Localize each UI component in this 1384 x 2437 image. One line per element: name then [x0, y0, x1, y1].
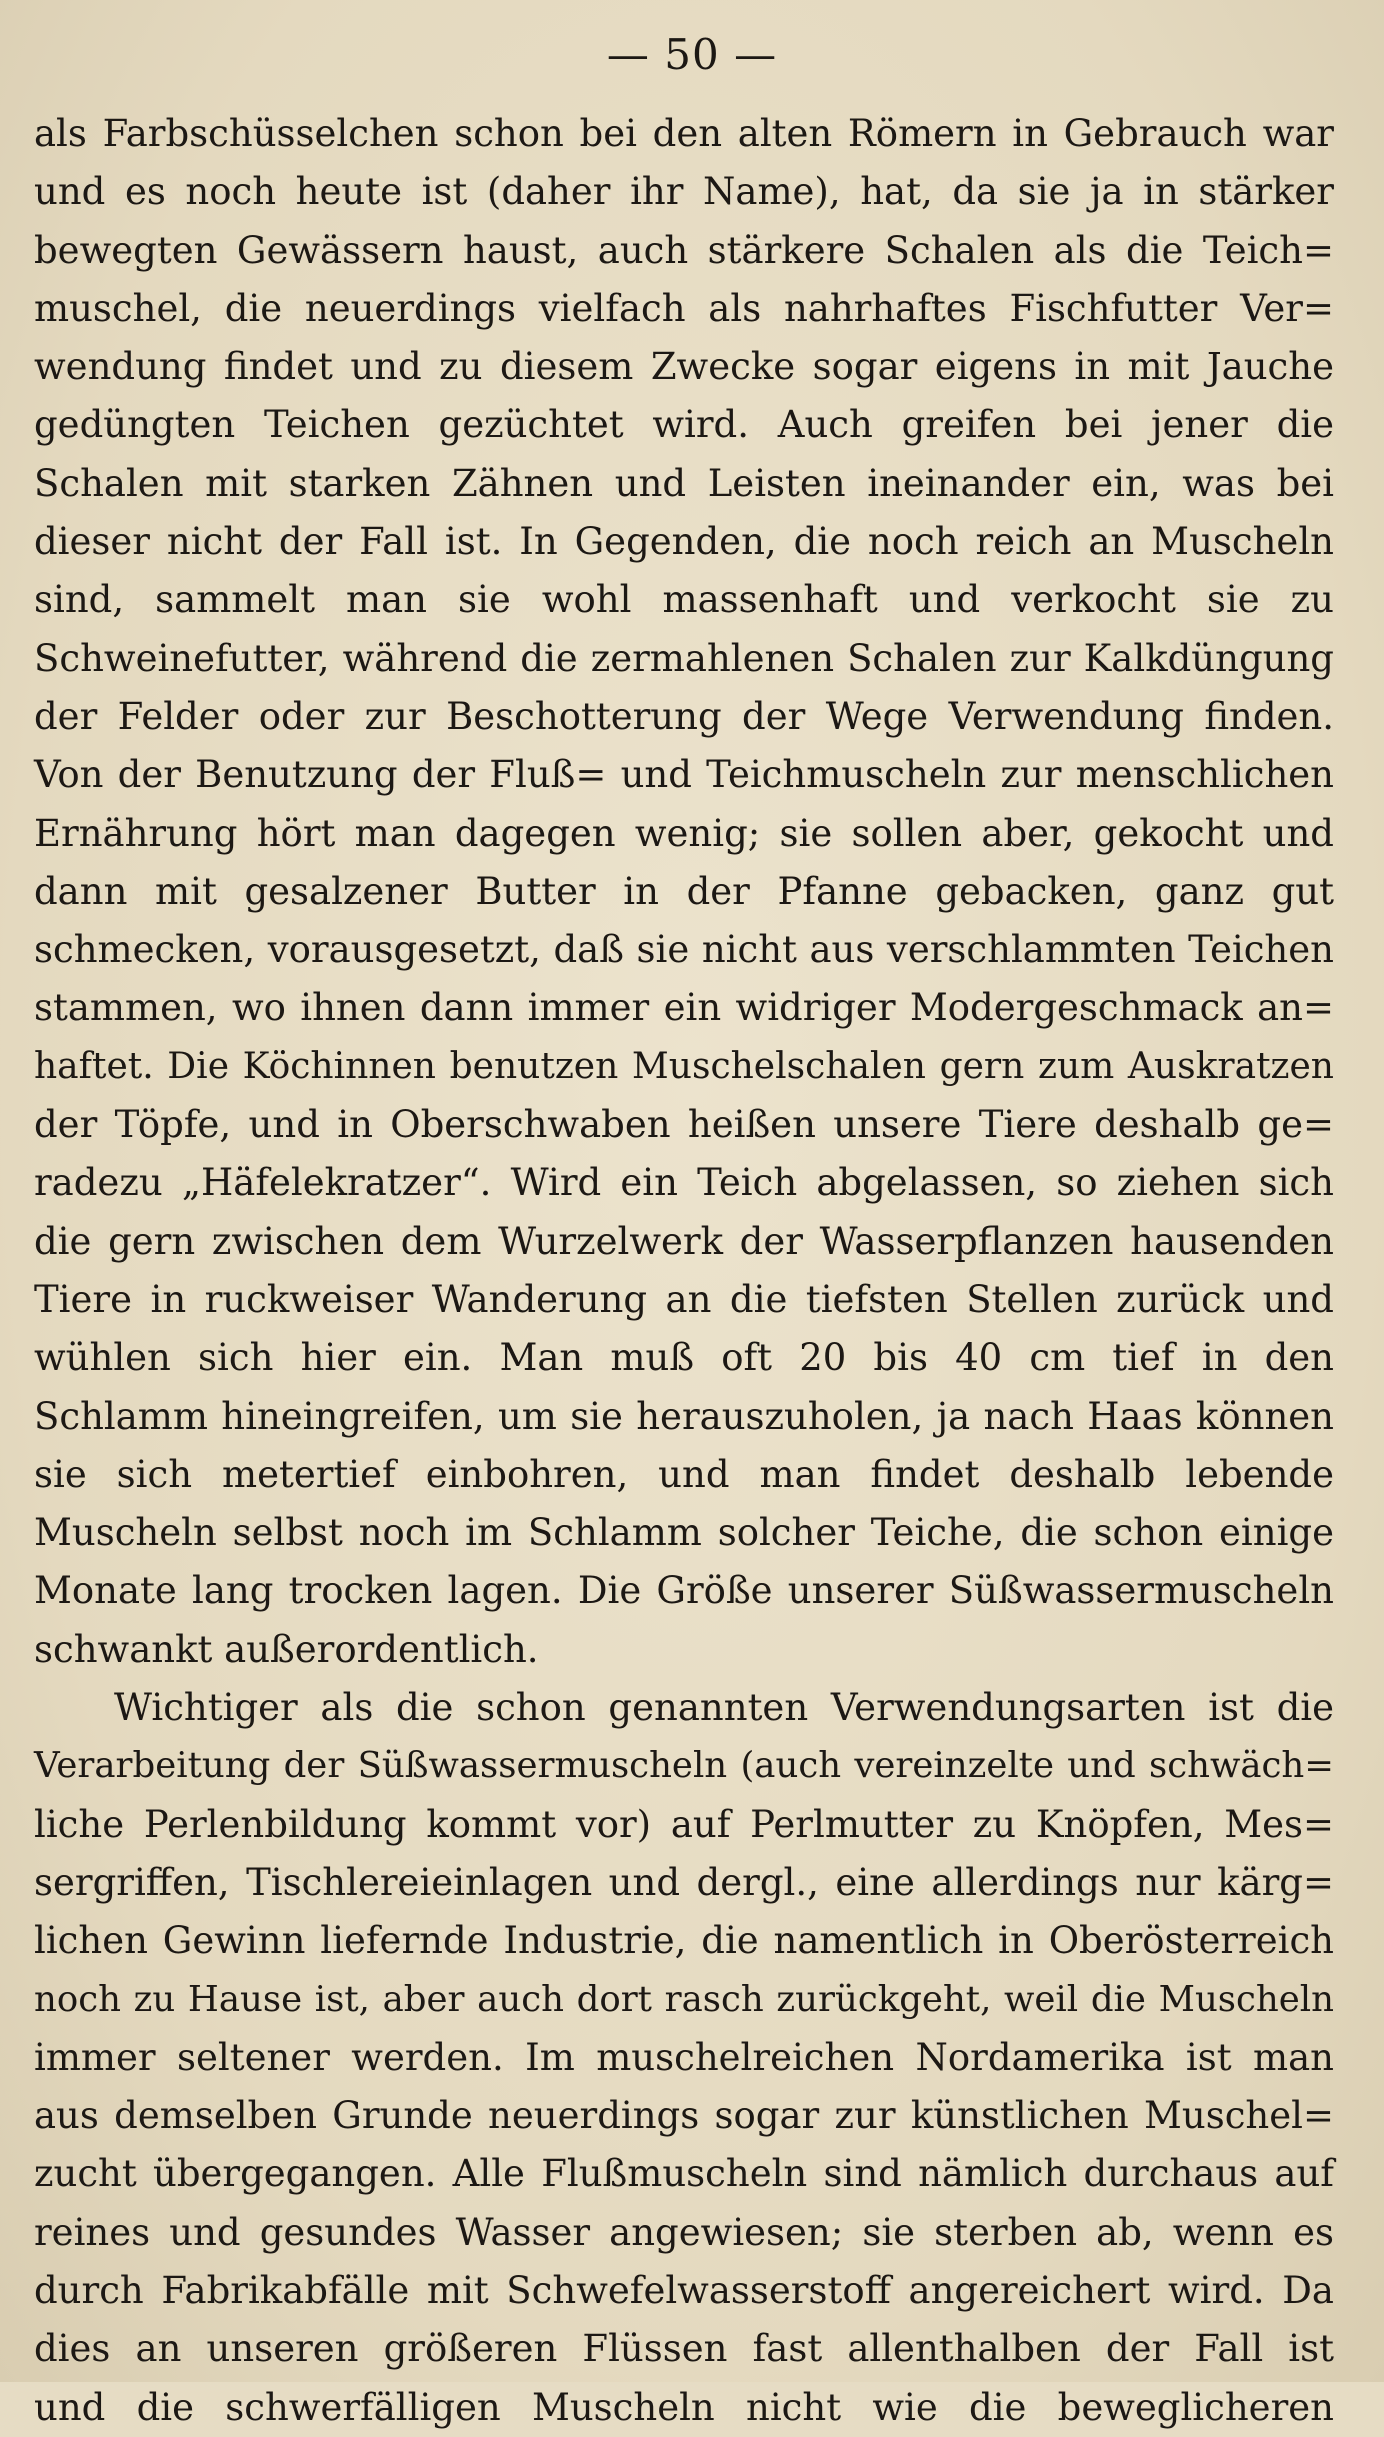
text-line: liche Perlenbildung kommt vor) auf Perlmutter zu Knöpfen, Mes=	[34, 1802, 1334, 1846]
text-line: reines und gesundes Wasser angewiesen; sie sterben ab, wenn es	[34, 2210, 1334, 2254]
text-line: wühlen sich hier ein. Man muß oft 20 bis 40 cm tief in den	[34, 1336, 1334, 1380]
body-text	[34, 105, 1334, 2437]
text-line: haftet. Die Köchinnen benutzen Muschelschalen gern zum Auskratzen	[34, 1045, 1334, 1087]
text-line: und es noch heute ist (daher ihr Name), hat, da sie ja in stärker	[34, 170, 1334, 214]
text-line: die gern zwischen dem Wurzelwerk der Wasserpflanzen hausenden	[34, 1219, 1334, 1263]
text-line: lichen Gewinn liefernde Industrie, die namentlich in Oberösterreich	[34, 1919, 1334, 1963]
text-line: noch zu Hause ist, aber auch dort rasch zurückgeht, weil die Muscheln	[34, 1978, 1334, 2020]
text-line: Schalen mit starken Zähnen und Leisten ineinander ein, was bei	[34, 461, 1334, 505]
text-line: bewegten Gewässern haust, auch stärkere Schalen als die Teich=	[34, 228, 1334, 272]
text-line: dieser nicht der Fall ist. In Gegenden, die noch reich an Muscheln	[34, 520, 1334, 564]
text-line: Tiere in ruckweiser Wanderung an die tiefsten Stellen zurück und	[34, 1277, 1334, 1321]
page-number: — 50 —	[606, 30, 778, 79]
text-line: immer seltener werden. Im muschelreichen Nordamerika ist man	[34, 2035, 1334, 2079]
paragraph-end-line: schwankt außerordentlich.	[34, 1627, 539, 1671]
text-line: muschel, die neuerdings vielfach als nahrhaftes Fischfutter Ver=	[34, 286, 1334, 330]
text-line: als Farbschüsselchen schon bei den alten Römern in Gebrauch war	[34, 112, 1334, 155]
text-line: Von der Benutzung der Fluß= und Teichmuscheln zur menschlichen	[34, 753, 1334, 797]
text-line: gedüngten Teichen gezüchtet wird. Auch greifen bei jener die	[34, 403, 1334, 447]
text-line: durch Fabrikabfälle mit Schwefelwasserstoff angereichert wird. Da	[34, 2268, 1334, 2312]
text-line: sergriffen, Tischlereieinlagen und dergl., eine allerdings nur kärg=	[34, 1860, 1334, 1904]
text-line: radezu „Häfelekratzer“. Wird ein Teich abgelassen, so ziehen sich	[34, 1161, 1334, 1205]
text-line: Muscheln selbst noch im Schlamm solcher Teiche, die schon einige	[34, 1511, 1334, 1555]
text-line: dies an unseren größeren Flüssen fast allenthalben der Fall ist	[34, 2327, 1334, 2371]
text-line: aus demselben Grunde neuerdings sogar zur künstlichen Muschel=	[34, 2094, 1334, 2138]
text-line: zucht übergegangen. Alle Flußmuscheln sind nämlich durchaus auf	[34, 2152, 1334, 2196]
text-line: Schlamm hineingreifen, um sie herauszuholen, ja nach Haas können	[34, 1394, 1334, 1438]
text-line: stammen, wo ihnen dann immer ein widriger Modergeschmack an=	[34, 986, 1334, 1030]
text-line: der Felder oder zur Beschotterung der Wege Verwendung finden.	[34, 694, 1334, 738]
text-line: wendung findet und zu diesem Zwecke sogar eigens in mit Jauche	[34, 345, 1334, 389]
text-line: Ernährung hört man dagegen wenig; sie sollen aber, gekocht und	[34, 811, 1334, 855]
text-line: sind, sammelt man sie wohl massenhaft und verkocht sie zu	[34, 578, 1334, 622]
text-line: der Töpfe, und in Oberschwaben heißen unsere Tiere deshalb ge=	[34, 1103, 1334, 1147]
text-line: Monate lang trocken lagen. Die Größe unserer Süßwassermuscheln	[34, 1569, 1334, 1613]
text-line: Schweinefutter, während die zermahlenen Schalen zur Kalkdüngung	[34, 636, 1334, 680]
paragraph-start-line: Wichtiger als die schon genannten Verwendungsarten ist die	[114, 1686, 1334, 1730]
text-line: sie sich metertief einbohren, und man findet deshalb lebende	[34, 1452, 1334, 1496]
text-line: schmecken, vorausgesetzt, daß sie nicht aus verschlammten Teichen	[34, 928, 1334, 972]
text-line: und die schwerfälligen Muscheln nicht wie die beweglicheren	[34, 2385, 1334, 2429]
text-line: dann mit gesalzener Butter in der Pfanne gebacken, ganz gut	[34, 869, 1334, 913]
text-line: Verarbeitung der Süßwassermuscheln (auch vereinzelte und schwäch=	[34, 1745, 1334, 1787]
